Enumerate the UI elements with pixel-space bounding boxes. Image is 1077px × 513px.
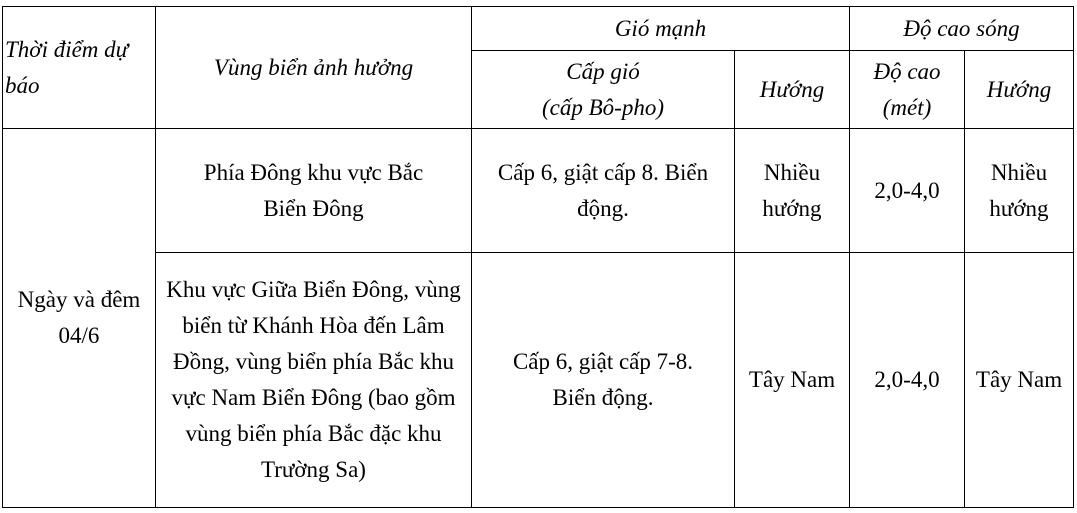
- cell-wave-height: 2,0-4,0: [850, 253, 965, 508]
- cell-wind-direction: Nhiều hướng: [735, 129, 850, 253]
- table-row: [3, 253, 1074, 508]
- cell-wind-direction: Tây Nam: [735, 253, 850, 508]
- cell-area: Phía Đông khu vực Bắc Biển Đông: [156, 129, 472, 253]
- header-height-label: Độ cao: [873, 58, 941, 84]
- cell-area: Khu vực Giữa Biển Đông, vùng biển từ Khánh Hòa đến Lâm Đồng, vùng biển phía Bắc khu vực Nam Biển Đông (bao gồm vùng biển phía Bắc đặc khu Trường Sa): [156, 253, 472, 508]
- header-wave-direction: Hướng: [965, 51, 1074, 129]
- forecast-table: [2, 6, 1074, 508]
- header-row-top: [3, 7, 1074, 51]
- table-row: [3, 129, 1074, 253]
- cell-wave-direction: Tây Nam: [965, 253, 1074, 508]
- header-wind-level-unit: (cấp Bô-pho): [542, 94, 664, 120]
- header-area: Vùng biển ảnh hưởng: [156, 7, 472, 129]
- header-wave-height: Độ cao sóng: [850, 7, 1074, 51]
- header-wind-direction: Hướng: [735, 51, 850, 129]
- header-wind-level-label: Cấp gió: [566, 58, 640, 84]
- header-wind-level: [472, 51, 735, 129]
- cell-wind-level: Cấp 6, giật cấp 8. Biển động.: [472, 129, 735, 253]
- cell-time: Ngày và đêm 04/6: [3, 129, 156, 508]
- header-height-unit: (mét): [882, 94, 932, 120]
- cell-wave-direction: Nhiều hướng: [965, 129, 1074, 253]
- header-time: Thời điểm dự báo: [3, 7, 156, 129]
- header-height: [850, 51, 965, 129]
- header-strong-wind: Gió mạnh: [472, 7, 850, 51]
- cell-wind-level: Cấp 6, giật cấp 7-8. Biển động.: [472, 253, 735, 508]
- cell-wave-height: 2,0-4,0: [850, 129, 965, 253]
